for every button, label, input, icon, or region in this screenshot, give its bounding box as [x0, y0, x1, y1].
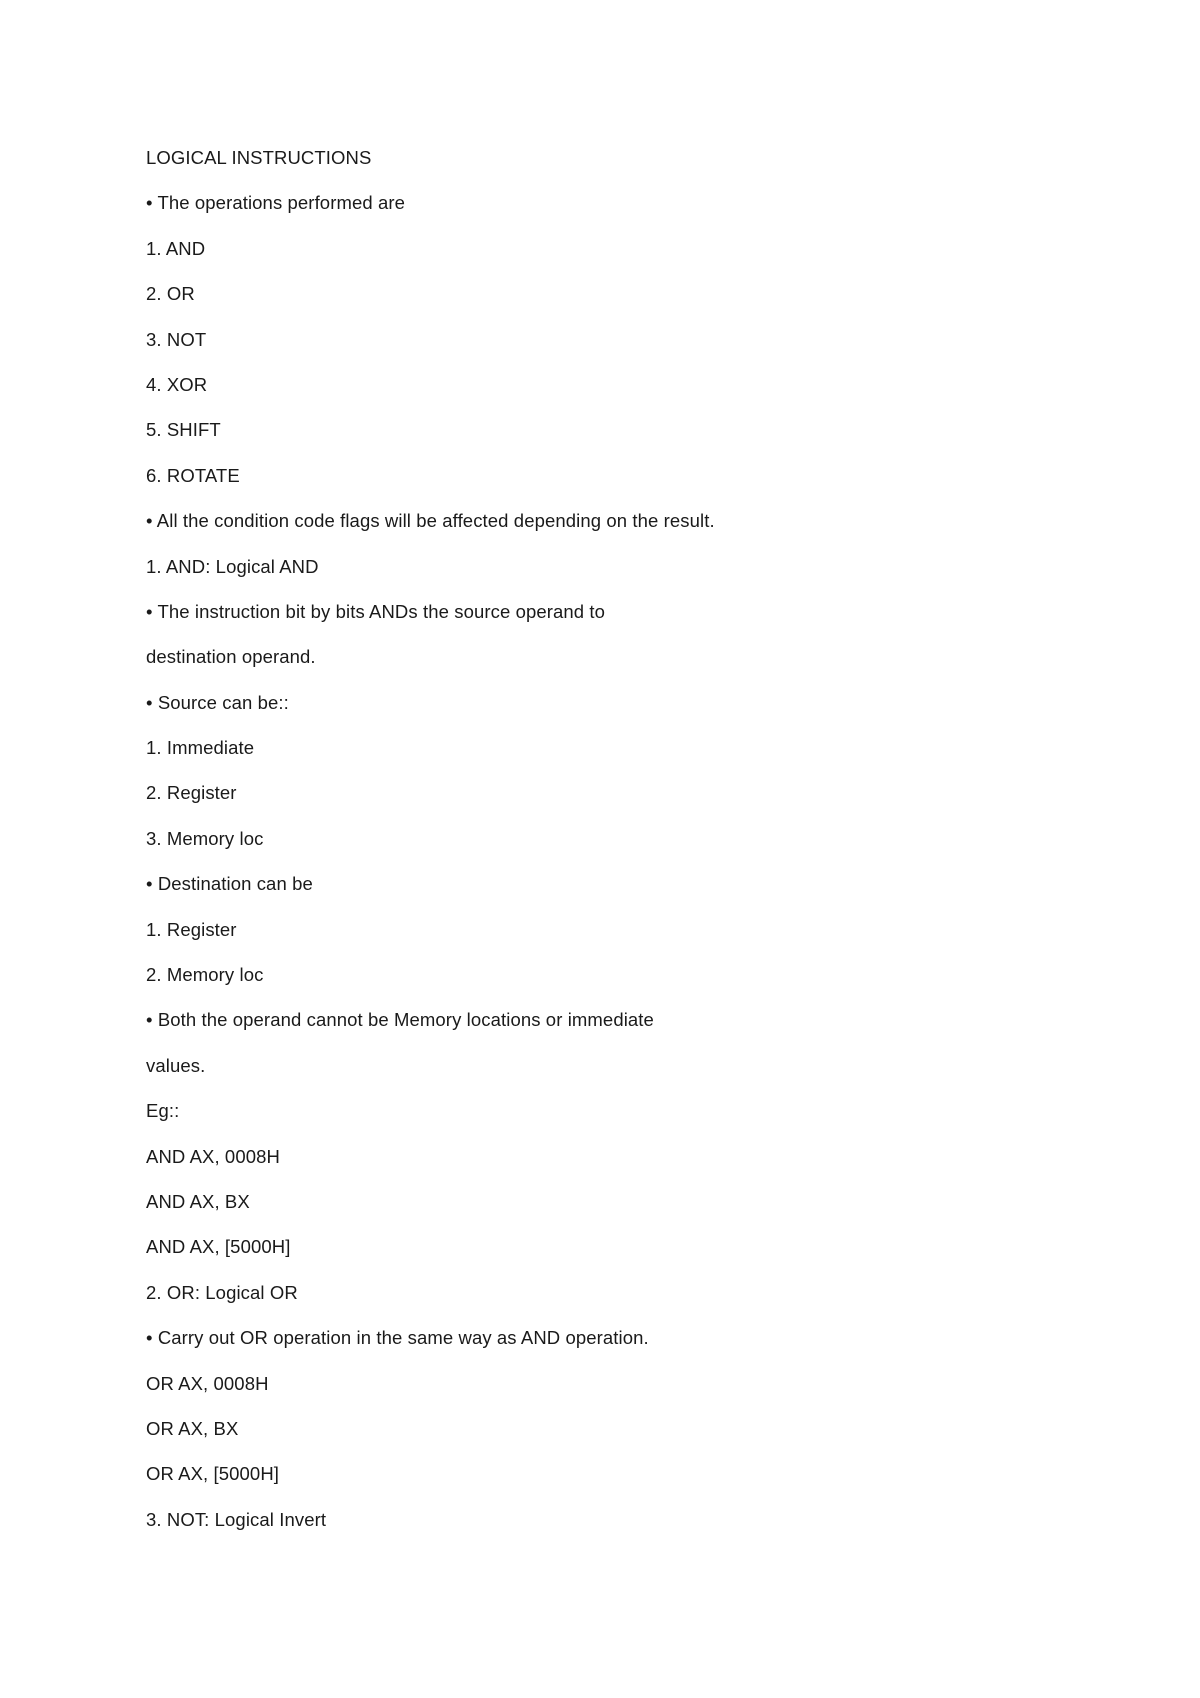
- section-heading: 2. OR: Logical OR: [146, 1281, 298, 1303]
- list-item: 1. Immediate: [146, 737, 255, 759]
- bullet-line: • All the condition code flags will be affected depending on the result.: [146, 510, 715, 532]
- list-item: 1. AND: [146, 237, 206, 259]
- list-item: 2. OR: [146, 283, 195, 305]
- list-item: 3. Memory loc: [146, 827, 264, 849]
- list-item: 6. ROTATE: [146, 464, 240, 486]
- bullet-line: • The instruction bit by bits ANDs the source operand to: [146, 600, 606, 622]
- list-item: 5. SHIFT: [146, 419, 221, 441]
- code-line: OR AX, 0008H: [146, 1372, 269, 1394]
- text-line: Eg::: [146, 1100, 180, 1122]
- bullet-line: • Both the operand cannot be Memory locations or immediate: [146, 1009, 654, 1031]
- list-item: 3. NOT: [146, 328, 207, 350]
- bullet-line: • Carry out OR operation in the same way as AND operation.: [146, 1327, 649, 1349]
- section-heading: 3. NOT: Logical Invert: [146, 1508, 327, 1530]
- list-item: 2. Memory loc: [146, 964, 264, 986]
- code-line: AND AX, [5000H]: [146, 1236, 291, 1258]
- text-line: values.: [146, 1054, 206, 1076]
- text-line: destination operand.: [146, 646, 316, 668]
- section-heading: 1. AND: Logical AND: [146, 555, 319, 577]
- list-item: 4. XOR: [146, 373, 208, 395]
- bullet-line: • The operations performed are: [146, 192, 406, 214]
- list-item: 2. Register: [146, 782, 237, 804]
- document-body: [146, 146, 1096, 1553]
- document-title: LOGICAL INSTRUCTIONS: [146, 147, 372, 168]
- code-line: AND AX, 0008H: [146, 1145, 280, 1167]
- list-item: 1. Register: [146, 918, 237, 940]
- code-line: AND AX, BX: [146, 1190, 250, 1212]
- code-line: OR AX, BX: [146, 1417, 239, 1439]
- bullet-line: • Destination can be: [146, 873, 313, 895]
- bullet-line: • Source can be::: [146, 691, 289, 713]
- code-line: OR AX, [5000H]: [146, 1463, 280, 1485]
